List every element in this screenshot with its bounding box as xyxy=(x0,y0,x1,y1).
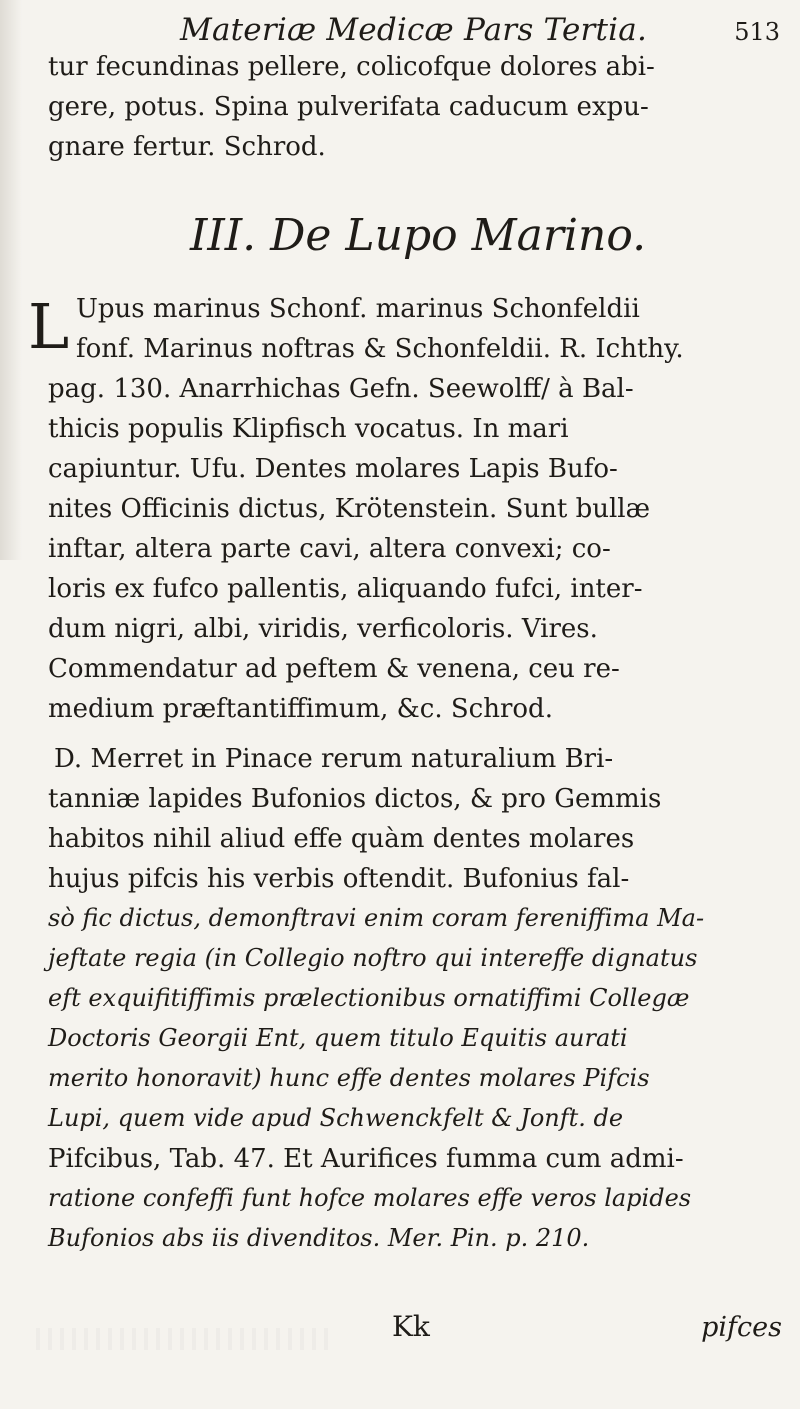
article-line: ratione confeffi funt hofce molares effe veros lapides xyxy=(48,1184,692,1212)
article-line: medium præftantiffimum, &c. Schrod. xyxy=(48,694,553,724)
article-line: habitos nihil aliud effe quàm dentes molares xyxy=(48,824,635,854)
article-line: D. Merret in Pinace rerum naturalium Bri- xyxy=(54,744,614,774)
article-line: Lupi, quem vide apud Schwenckfelt & Jonft. de xyxy=(48,1104,624,1132)
article-line: Bufonios abs iis divenditos. Mer. Pin. p. 210. xyxy=(48,1224,590,1252)
article-line: inftar, altera parte cavi, altera convexi; co- xyxy=(48,534,611,564)
article-line: Doctoris Georgii Ent, quem titulo Equitis aurati xyxy=(48,1024,628,1052)
article-line: Commendatur ad peftem & venena, ceu re- xyxy=(48,654,620,684)
article-line: hujus pifcis his verbis oftendit. Bufonius fal- xyxy=(48,864,630,894)
article-line: Upus marinus Schonf. marinus Schonfeldii xyxy=(76,294,640,324)
article-line: pag. 130. Anarrhichas Gefn. Seewolff/ à Bal- xyxy=(48,374,634,404)
article-line: eft exquifitiffimis prælectionibus ornatiffimi Collegæ xyxy=(48,984,690,1012)
page-number: 513 xyxy=(734,18,780,46)
article-line: fonf. Marinus noftras & Schonfeldii. R. Ichthy. xyxy=(76,334,684,364)
article-line: dum nigri, albi, viridis, verficoloris. Vires. xyxy=(48,614,598,644)
page-edge-shadow xyxy=(0,0,22,560)
article-line: tanniæ lapides Bufonios dictos, & pro Gemmis xyxy=(48,784,662,814)
running-head: Materiæ Medicæ Pars Tertia. xyxy=(180,12,648,48)
article-line: sò fic dictus, demonftravi enim coram fereniffima Ma- xyxy=(48,904,705,932)
intro-line: gnare fertur. Schrod. xyxy=(48,132,326,162)
intro-line: gere, potus. Spina pulverifata caducum expu- xyxy=(48,92,649,122)
article-line: Pifcibus, Tab. 47. Et Aurifices fumma cum admi- xyxy=(48,1144,684,1174)
article-line: loris ex fufco pallentis, aliquando fufci, inter- xyxy=(48,574,643,604)
catchword: pifces xyxy=(701,1312,782,1343)
article-line: nites Officinis dictus, Krötenstein. Sunt bullæ xyxy=(48,494,651,524)
intro-line: tur fecundinas pellere, colicofque dolores abi- xyxy=(48,52,655,82)
drop-cap: L xyxy=(28,290,70,363)
article-line: merito honoravit) hunc effe dentes molares Pifcis xyxy=(48,1064,650,1092)
section-heading: III. De Lupo Marino. xyxy=(190,210,647,261)
bottom-noise xyxy=(36,1328,336,1350)
article-line: capiuntur. Ufu. Dentes molares Lapis Bufo- xyxy=(48,454,618,484)
article-line: thicis populis Klipfisch vocatus. In mari xyxy=(48,414,569,444)
signature-mark: Kk xyxy=(392,1310,430,1343)
article-line: jeftate regia (in Collegio noftro qui intereffe dignatus xyxy=(48,944,698,972)
